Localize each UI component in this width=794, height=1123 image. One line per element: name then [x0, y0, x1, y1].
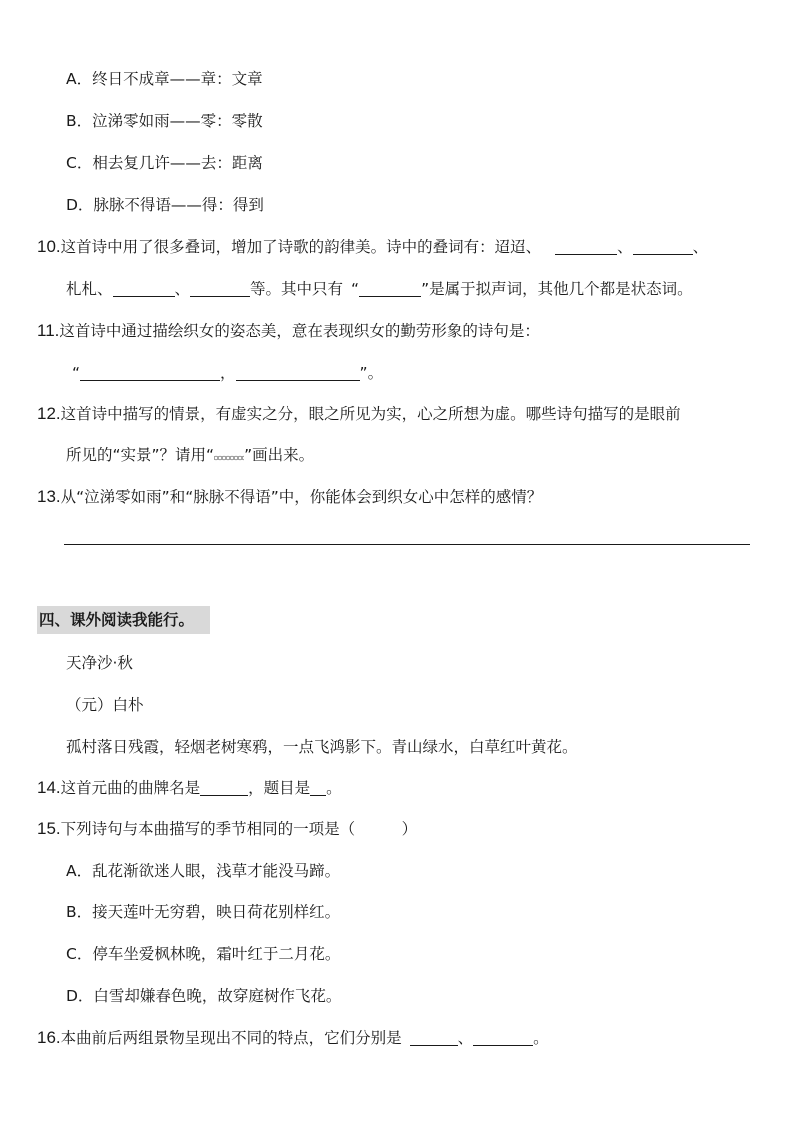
answer-blank[interactable]: [80, 364, 220, 381]
question-number: 12.: [37, 404, 61, 423]
question-12-line2: [66, 444, 314, 466]
question-12-line1: [37, 403, 681, 425]
quote-mark: “: [351, 280, 360, 298]
question-10-line1: [37, 236, 708, 258]
question-text: 。: [326, 779, 342, 797]
q15-option-d[interactable]: D．白雪却嫌春色晚，故穿庭树作飞花。: [66, 987, 342, 1005]
question-text: 等。其中只有: [250, 280, 344, 298]
question-number: 11.: [37, 321, 60, 340]
question-number: 14.: [37, 778, 61, 797]
poem-body: 孤村落日残霞，轻烟老树寒鸦，一点飞鸿影下。青山绿水，白草红叶黄花。: [66, 738, 578, 756]
separator: 、: [457, 1029, 474, 1047]
q15-option-a[interactable]: A．乱花渐欲迷人眼，浅草才能没马蹄。: [66, 862, 341, 880]
question-text: 是属于拟声词，其他几个都是状态词。: [429, 280, 693, 298]
separator: 、: [617, 238, 633, 256]
answer-blank[interactable]: [473, 1029, 533, 1046]
question-text: 这首诗中描写的情景，有虚实之分，眼之所见为实，心之所想为虚。哪些诗句描写的是眼前: [60, 405, 681, 423]
quote-mark: ”: [421, 280, 430, 298]
question-15: [37, 818, 417, 840]
question-text: ，题目是: [248, 779, 311, 797]
answer-blank[interactable]: [410, 1029, 458, 1046]
answer-blank[interactable]: [555, 238, 617, 255]
answer-line[interactable]: [64, 544, 750, 545]
question-14: [37, 777, 342, 799]
question-10-line2: [66, 278, 693, 300]
question-11-answer: [72, 362, 383, 384]
poem-title: 天净沙·秋: [66, 654, 133, 672]
answer-blank[interactable]: [359, 280, 421, 297]
q15-option-c[interactable]: C．停车坐爱枫林晚，霜叶红于二月花。: [66, 945, 341, 963]
question-number: 15.: [37, 819, 61, 838]
question-text: 从“泣涕零如雨”和“脉脉不得语”中，你能体会到织女心中怎样的感情？: [60, 488, 543, 506]
question-number: 16.: [37, 1028, 61, 1047]
question-number: 13.: [37, 487, 61, 506]
question-text: 。: [533, 1029, 549, 1047]
answer-blank[interactable]: [200, 779, 248, 796]
question-text: 本曲前后两组景物呈现出不同的特点，它们分别是: [60, 1029, 402, 1047]
question-11: [37, 320, 540, 342]
question-text: 这首元曲的曲牌名是: [60, 779, 201, 797]
question-13: [37, 486, 542, 508]
quote-mark: “: [72, 364, 81, 382]
q9-option-c: C．相去复几许——去：距离: [66, 154, 263, 172]
question-text: 下列诗句与本曲描写的季节相同的一项是（ ）: [60, 820, 418, 838]
answer-blank[interactable]: [310, 779, 326, 796]
answer-blank[interactable]: [190, 280, 250, 297]
answer-blank[interactable]: [236, 364, 360, 381]
section-heading: 四、课外阅读我能行。: [37, 606, 210, 634]
separator: 、: [174, 280, 191, 298]
poem-author: （元）白朴: [66, 696, 144, 714]
answer-blank[interactable]: [633, 238, 693, 255]
answer-blank[interactable]: [113, 280, 175, 297]
wavy-underline-icon: [214, 448, 244, 462]
question-text: 札札、: [66, 280, 113, 298]
quote-mark: ”。: [359, 364, 384, 382]
separator: 、: [692, 238, 709, 256]
question-text: 所见的“实景”？请用“: [66, 446, 215, 464]
question-text: 这首诗中通过描绘织女的姿态美，意在表现织女的勤劳形象的诗句是：: [59, 322, 540, 340]
separator: ，: [220, 364, 236, 382]
q9-option-a: A．终日不成章——章：文章: [66, 70, 263, 88]
question-number: 10.: [37, 237, 61, 256]
q9-option-d: D．脉脉不得语——得：得到: [66, 196, 264, 214]
question-text: ”画出来。: [244, 446, 315, 464]
question-16: [37, 1027, 549, 1049]
q15-option-b[interactable]: B．接天莲叶无穷碧，映日荷花别样红。: [66, 903, 341, 921]
q9-option-b: B．泣涕零如雨——零：零散: [66, 112, 263, 130]
question-text: 这首诗中用了很多叠词，增加了诗歌的韵律美。诗中的叠词有：迢迢、: [60, 238, 542, 256]
